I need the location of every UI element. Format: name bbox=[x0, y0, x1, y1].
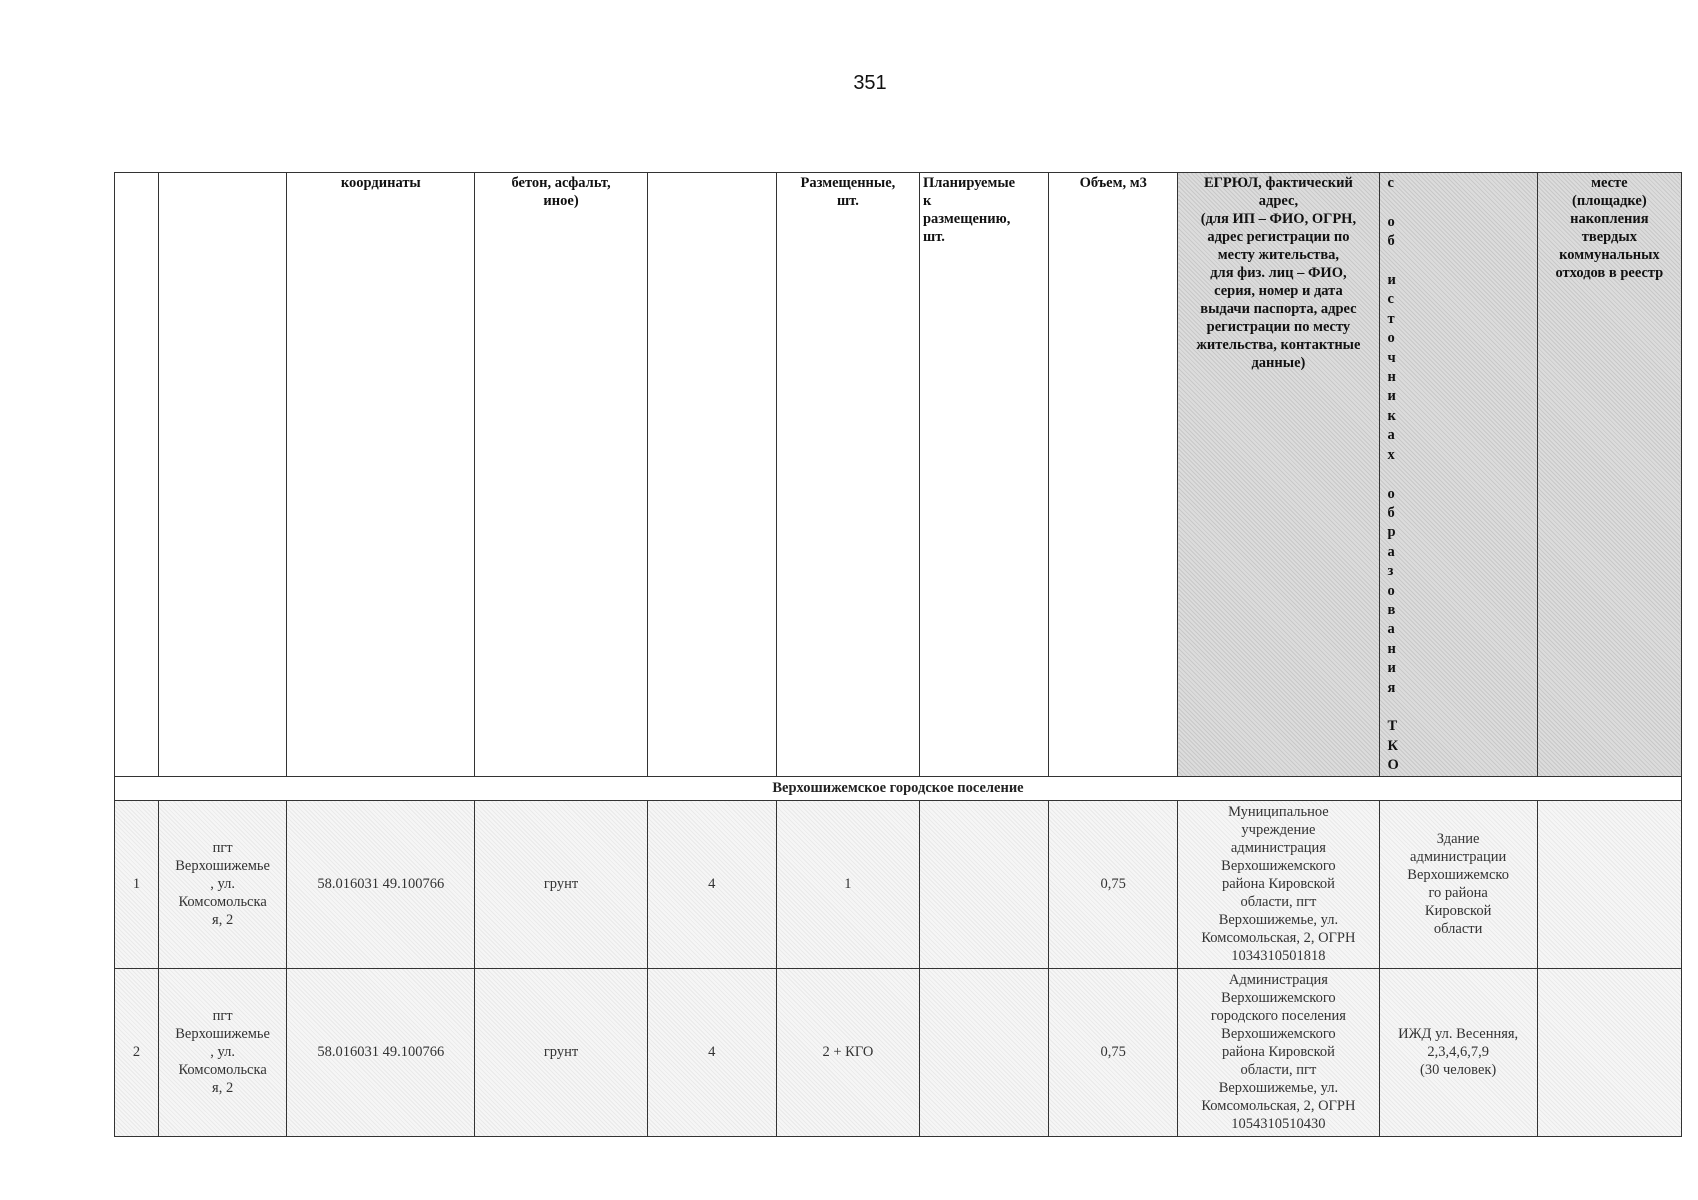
waste-sites-table bbox=[114, 172, 1682, 1137]
page-number: 351 bbox=[853, 72, 887, 94]
header-cell-address bbox=[159, 173, 287, 777]
row-area: 4 bbox=[647, 800, 776, 968]
header-cell-planned: Планируемые к размещению, шт. bbox=[919, 173, 1048, 777]
row-owner: Администрация Верхошижемского городского поселения Верхошижемского района Кировской области, пгт Верхошижемье, ул. Комсомольская, 2, ОГРН 1054310510430 bbox=[1178, 968, 1379, 1136]
section-row bbox=[115, 776, 1682, 800]
row-num: 2 bbox=[115, 968, 159, 1136]
row-placed: 2 + КГО bbox=[776, 968, 919, 1136]
row-address: пгт Верхошижемье , ул. Комсомольска я, 2 bbox=[159, 968, 287, 1136]
row-volume: 0,75 bbox=[1049, 800, 1178, 968]
row-coordinates: 58.016031 49.100766 bbox=[287, 968, 475, 1136]
header-cell-volume: Объем, м3 bbox=[1049, 173, 1178, 777]
header-cell-area bbox=[647, 173, 776, 777]
row-registry bbox=[1537, 800, 1681, 968]
header-cell-surface: бетон, асфальт, иное) bbox=[475, 173, 647, 777]
row-sources: ИЖД ул. Весенняя, 2,3,4,6,7,9 (30 человек) bbox=[1379, 968, 1537, 1136]
row-coordinates: 58.016031 49.100766 bbox=[287, 800, 475, 968]
row-area: 4 bbox=[647, 968, 776, 1136]
table-row bbox=[115, 800, 1682, 968]
row-planned bbox=[919, 968, 1048, 1136]
header-cell-num bbox=[115, 173, 159, 777]
row-surface: грунт bbox=[475, 800, 647, 968]
row-address: пгт Верхошижемье , ул. Комсомольска я, 2 bbox=[159, 800, 287, 968]
header-cell-coordinates: координаты bbox=[287, 173, 475, 777]
row-placed: 1 bbox=[776, 800, 919, 968]
row-sources: Здание администрации Верхошижемско го района Кировской области bbox=[1379, 800, 1537, 968]
table-header-row bbox=[115, 173, 1682, 777]
header-cell-owner: ЕГРЮЛ, фактический адрес, (для ИП – ФИО, ОГРН, адрес регистрации по месту жительства, для физ. лиц – ФИО, серия, номер и дата выдачи паспорта, адрес регистрации по месту жительства, контактные данные) bbox=[1178, 173, 1379, 777]
row-planned bbox=[919, 800, 1048, 968]
section-title: Верхошижемское городское поселение bbox=[115, 776, 1682, 800]
row-registry bbox=[1537, 968, 1681, 1136]
row-surface: грунт bbox=[475, 968, 647, 1136]
row-volume: 0,75 bbox=[1049, 968, 1178, 1136]
table-row bbox=[115, 968, 1682, 1136]
header-cell-registry: месте (площадке) накопления твердых коммунальных отходов в реестр bbox=[1537, 173, 1681, 777]
header-cell-sources: с о б и с т о ч н и к а х о б р а з о в а н и я Т К О bbox=[1379, 173, 1537, 777]
header-cell-placed: Размещенные, шт. bbox=[776, 173, 919, 777]
row-num: 1 bbox=[115, 800, 159, 968]
row-owner: Муниципальное учреждение администрация Верхошижемского района Кировской области, пгт Верхошижемье, ул. Комсомольская, 2, ОГРН 1034310501818 bbox=[1178, 800, 1379, 968]
